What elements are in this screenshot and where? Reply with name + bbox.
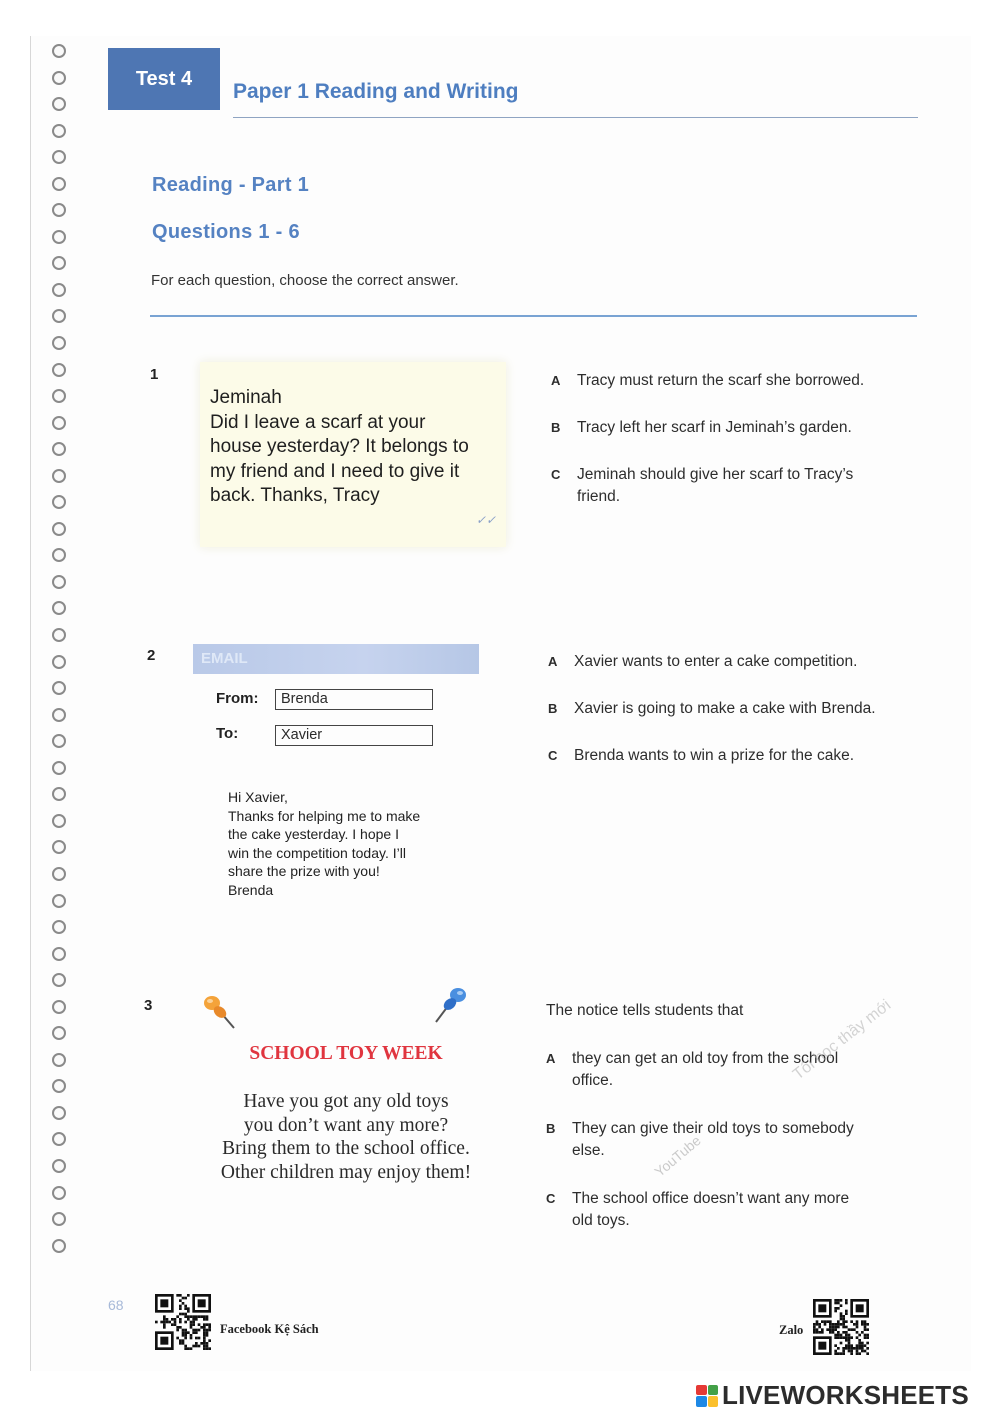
binding-ring bbox=[52, 1026, 66, 1040]
email-line: win the competition today. I’ll bbox=[228, 844, 406, 861]
binding-ring bbox=[52, 1239, 66, 1253]
blue-pushpin-icon bbox=[432, 984, 472, 1024]
binding-ring bbox=[52, 1000, 66, 1014]
binding-ring bbox=[52, 840, 66, 854]
title-divider bbox=[233, 117, 918, 118]
zalo-label: Zalo bbox=[779, 1323, 804, 1337]
binding-ring bbox=[52, 389, 66, 403]
binding-ring bbox=[52, 1186, 66, 1200]
section-divider bbox=[150, 315, 917, 317]
test-tab: Test 4 bbox=[108, 48, 220, 110]
liveworksheets-icon bbox=[696, 1385, 718, 1407]
binding-ring bbox=[52, 124, 66, 138]
note-line: Did I leave a scarf at your bbox=[210, 411, 426, 433]
question-number-1: 1 bbox=[150, 366, 159, 383]
note-text bbox=[210, 386, 500, 509]
binding-ring bbox=[52, 787, 66, 801]
binding-ring bbox=[52, 920, 66, 934]
binding-ring bbox=[52, 947, 66, 961]
binding-ring bbox=[52, 469, 66, 483]
liveworksheets-logo[interactable]: LIVEWORKSHEETS bbox=[696, 1380, 969, 1411]
binding-ring bbox=[52, 681, 66, 695]
to-label: To: bbox=[216, 725, 239, 742]
watermark-text: Tôi học thầy mới bbox=[790, 996, 895, 1084]
notice-line: Have you got any old toys bbox=[243, 1091, 449, 1112]
binding-ring bbox=[52, 601, 66, 615]
spiral-binding bbox=[52, 44, 76, 1265]
binding-ring bbox=[52, 71, 66, 85]
orange-pushpin-icon bbox=[200, 992, 240, 1032]
from-label: From: bbox=[216, 690, 259, 707]
binding-ring bbox=[52, 44, 66, 58]
binding-ring bbox=[52, 309, 66, 323]
facebook-label: Facebook Kệ Sách bbox=[220, 1322, 319, 1336]
binding-ring bbox=[52, 416, 66, 430]
binding-ring bbox=[52, 150, 66, 164]
q3-option-c[interactable]: C The school office doesn’t want any more old toys. bbox=[546, 1190, 850, 1229]
question-number-2: 2 bbox=[147, 647, 156, 664]
email-line: Hi Xavier, bbox=[228, 789, 288, 805]
binding-ring bbox=[52, 336, 66, 350]
binding-ring bbox=[52, 363, 66, 377]
questions-title: Questions 1 - 6 bbox=[152, 221, 300, 243]
email-header-bar: EMAIL bbox=[193, 644, 479, 674]
facebook-qr-code bbox=[155, 1294, 211, 1350]
notice-line: you don’t want any more? bbox=[243, 1114, 449, 1136]
binding-ring bbox=[52, 256, 66, 270]
binding-ring bbox=[52, 203, 66, 217]
binding-ring bbox=[52, 1159, 66, 1173]
notice-line: Bring them to the school office. bbox=[222, 1138, 470, 1159]
binding-ring bbox=[52, 1053, 66, 1067]
q1-option-c[interactable]: C Jeminah should give her scarf to Tracy’s friend. bbox=[551, 466, 854, 505]
note-line: Jeminah bbox=[210, 387, 282, 408]
binding-ring bbox=[52, 1132, 66, 1146]
to-field: Xavier bbox=[275, 725, 433, 746]
youtube-watermark: YouTube bbox=[651, 1132, 704, 1180]
binding-ring bbox=[52, 495, 66, 509]
paper-title: Paper 1 Reading and Writing bbox=[233, 80, 519, 103]
email-line: Brenda bbox=[228, 881, 274, 898]
binding-ring bbox=[52, 814, 66, 828]
page-number: 68 bbox=[108, 1297, 124, 1313]
read-tick-icon: ✓✓ bbox=[476, 513, 497, 527]
email-line: the cake yesterday. I hope I bbox=[228, 826, 399, 843]
from-field: Brenda bbox=[275, 689, 433, 710]
note-line: my friend and I need to give it bbox=[210, 460, 460, 482]
email-line: share the prize with you! bbox=[228, 863, 380, 880]
binding-ring bbox=[52, 442, 66, 456]
binding-ring bbox=[52, 575, 66, 589]
binding-ring bbox=[52, 230, 66, 244]
email-body bbox=[228, 788, 468, 900]
q3-stem: The notice tells students that bbox=[546, 1002, 744, 1019]
binding-ring bbox=[52, 628, 66, 642]
part-title: Reading - Part 1 bbox=[152, 174, 310, 196]
binding-ring bbox=[52, 522, 66, 536]
binding-ring bbox=[52, 177, 66, 191]
q3-option-b[interactable]: B They can give their old toys to somebody else. bbox=[546, 1120, 854, 1159]
binding-ring bbox=[52, 894, 66, 908]
notice-body bbox=[200, 1090, 492, 1184]
binding-ring bbox=[52, 283, 66, 297]
binding-ring bbox=[52, 97, 66, 111]
notice-line: Other children may enjoy them! bbox=[220, 1161, 472, 1183]
notice-title: SCHOOL TOY WEEK bbox=[249, 1043, 443, 1064]
binding-ring bbox=[52, 1079, 66, 1093]
binding-ring bbox=[52, 1212, 66, 1226]
note-line: back. Thanks, Tracy bbox=[210, 485, 380, 506]
binding-ring bbox=[52, 734, 66, 748]
q3-option-a[interactable]: A they can get an old toy from the school office. bbox=[546, 1050, 839, 1089]
binding-ring bbox=[52, 655, 66, 669]
binding-ring bbox=[52, 1106, 66, 1120]
email-line: Thanks for helping me to make bbox=[228, 807, 421, 824]
note-line: house yesterday? It belongs to bbox=[210, 436, 469, 457]
binding-ring bbox=[52, 973, 66, 987]
instruction-text: For each question, choose the correct answer. bbox=[151, 272, 459, 289]
binding-ring bbox=[52, 761, 66, 775]
binding-ring bbox=[52, 708, 66, 722]
binding-ring bbox=[52, 548, 66, 562]
question-number-3: 3 bbox=[144, 997, 153, 1014]
binding-ring bbox=[52, 867, 66, 881]
zalo-qr-code bbox=[813, 1299, 869, 1355]
